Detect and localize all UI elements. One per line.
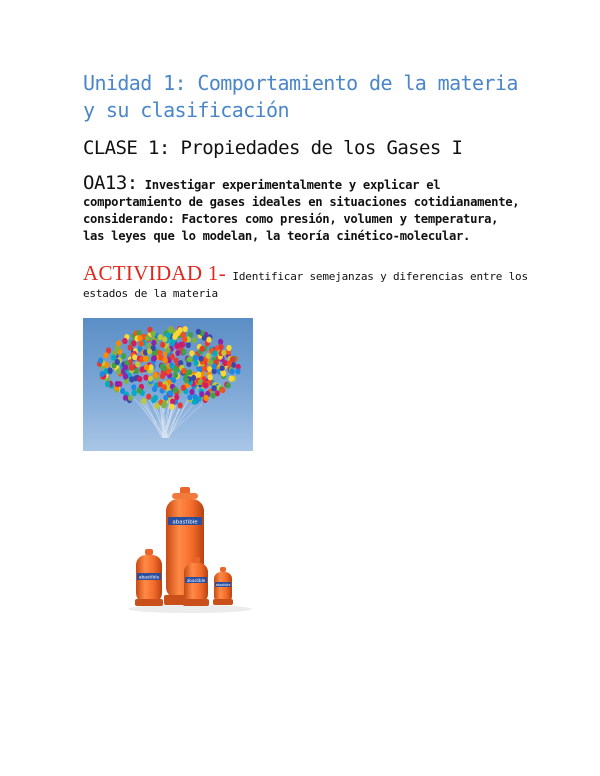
balloon: [129, 376, 134, 382]
mini-cylinder: [213, 567, 233, 605]
balloon: [173, 372, 178, 378]
balloon: [189, 389, 194, 395]
balloon: [211, 393, 216, 399]
balloon: [155, 403, 160, 409]
balloon: [203, 382, 208, 388]
balloon: [137, 335, 142, 341]
balloon: [212, 363, 217, 369]
balloon: [206, 337, 211, 343]
balloon: [168, 390, 173, 396]
balloon: [100, 371, 105, 377]
balloon: [152, 386, 157, 392]
balloon: [162, 384, 167, 390]
balloon: [182, 336, 187, 342]
balloon: [208, 374, 213, 380]
balloon: [144, 364, 149, 370]
balloon: [194, 360, 199, 366]
balloon: [191, 375, 196, 381]
balloon: [122, 338, 127, 344]
balloon: [220, 387, 225, 393]
balloon: [123, 374, 128, 380]
balloon: [98, 358, 103, 364]
balloon: [165, 347, 170, 353]
balloon: [226, 345, 231, 351]
balloon: [149, 364, 154, 370]
balloon: [137, 376, 142, 382]
activity-label: ACTIVIDAD 1-: [83, 261, 226, 285]
balloon: [169, 404, 174, 410]
balloon: [192, 337, 197, 343]
balloon: [181, 349, 186, 355]
balloon: [123, 395, 128, 401]
balloon: [145, 335, 150, 341]
balloon: [105, 381, 110, 387]
balloon: [160, 373, 165, 379]
balloon: [135, 361, 140, 367]
balloon: [212, 350, 217, 356]
objective-text: Investigar experimentalmente y explicar el comportamiento de gases ideales en situaciones cotidianamente, considerando: Factores como presión, volumen y temperatura, las leyes que lo modelan, la teoría cinético-molecular.: [83, 178, 520, 243]
balloon: [187, 356, 192, 362]
balloon: [131, 384, 136, 390]
balloon: [166, 332, 171, 338]
unit-title: Unidad 1: Comportamiento de la materia y su clasificación: [83, 71, 518, 122]
balloon: [178, 327, 183, 333]
balloon: [160, 342, 165, 348]
balloon: [181, 385, 186, 391]
balloon: [151, 340, 156, 346]
balloon: [230, 369, 235, 375]
balloon: [153, 372, 158, 378]
gas-cylinders-illustration: [120, 485, 260, 615]
balloon: [153, 395, 158, 401]
balloon: [221, 350, 226, 356]
balloon: [173, 366, 178, 372]
balloon: [202, 365, 207, 371]
balloon: [187, 369, 192, 375]
balloon: [200, 346, 205, 352]
balloons-image: [83, 318, 253, 451]
balloon: [123, 364, 128, 370]
balloon: [220, 365, 225, 371]
balloon: [199, 356, 204, 362]
balloon: [170, 354, 175, 360]
activity-text: Identificar semejanzas y diferencias entre los estados de la materia: [83, 270, 528, 300]
balloon: [180, 342, 185, 348]
balloon: [170, 399, 175, 405]
balloon: [212, 385, 217, 391]
balloon: [131, 340, 136, 346]
balloon: [229, 376, 234, 382]
balloon: [206, 353, 211, 359]
balloon: [199, 391, 204, 397]
activity: [83, 261, 533, 302]
balloon: [121, 353, 126, 359]
balloons-illustration: [83, 318, 253, 451]
balloon: [175, 350, 180, 356]
balloon: [129, 365, 134, 371]
balloon: [181, 368, 186, 374]
balloon: [183, 326, 188, 332]
gas-cylinders-image: [120, 485, 260, 615]
balloon: [174, 358, 179, 364]
medium-cylinder: [135, 549, 163, 606]
balloon: [137, 387, 142, 393]
balloon: [178, 402, 183, 408]
balloon: [115, 381, 120, 387]
balloon: [184, 377, 189, 383]
balloon: [132, 354, 137, 360]
balloon: [116, 368, 121, 374]
balloon: [141, 398, 146, 404]
class-title: CLASE 1: Propiedades de los Gases I: [83, 137, 463, 159]
balloon: [103, 352, 108, 358]
balloon: [143, 375, 148, 381]
balloon: [226, 382, 231, 388]
balloon: [143, 356, 148, 362]
balloon: [187, 394, 192, 400]
balloon: [116, 340, 121, 346]
large-cylinder-brand: abastible: [172, 519, 198, 526]
balloon: [235, 368, 240, 374]
balloon: [161, 402, 166, 408]
balloon: [111, 355, 116, 361]
balloon: [163, 357, 168, 363]
balloon: [146, 394, 151, 400]
balloon: [196, 372, 201, 378]
balloon: [230, 356, 235, 362]
balloon: [186, 342, 191, 348]
objective-code: OA13:: [83, 172, 138, 194]
small-cylinder-brand: abastible: [186, 577, 206, 583]
balloon: [158, 334, 163, 340]
balloon: [193, 355, 198, 361]
learning-objective: [83, 172, 523, 245]
balloon: [151, 356, 156, 362]
balloon: [196, 329, 201, 335]
balloon: [115, 359, 120, 365]
balloon: [108, 367, 113, 373]
balloon: [221, 371, 226, 377]
balloon: [207, 366, 212, 372]
balloon: [166, 369, 171, 375]
balloon: [173, 332, 178, 338]
balloon: [147, 348, 152, 354]
balloon: [204, 395, 209, 401]
balloon: [148, 376, 153, 382]
balloon: [163, 395, 168, 401]
balloon: [132, 390, 137, 396]
balloon: [174, 394, 179, 400]
balloon: [134, 368, 139, 374]
balloon: [175, 343, 180, 349]
balloon: [219, 344, 224, 350]
medium-cylinder-brand: abastible: [138, 575, 160, 581]
mini-cylinder-brand: abastible: [215, 582, 231, 587]
balloon: [173, 387, 178, 393]
balloon: [139, 340, 144, 346]
